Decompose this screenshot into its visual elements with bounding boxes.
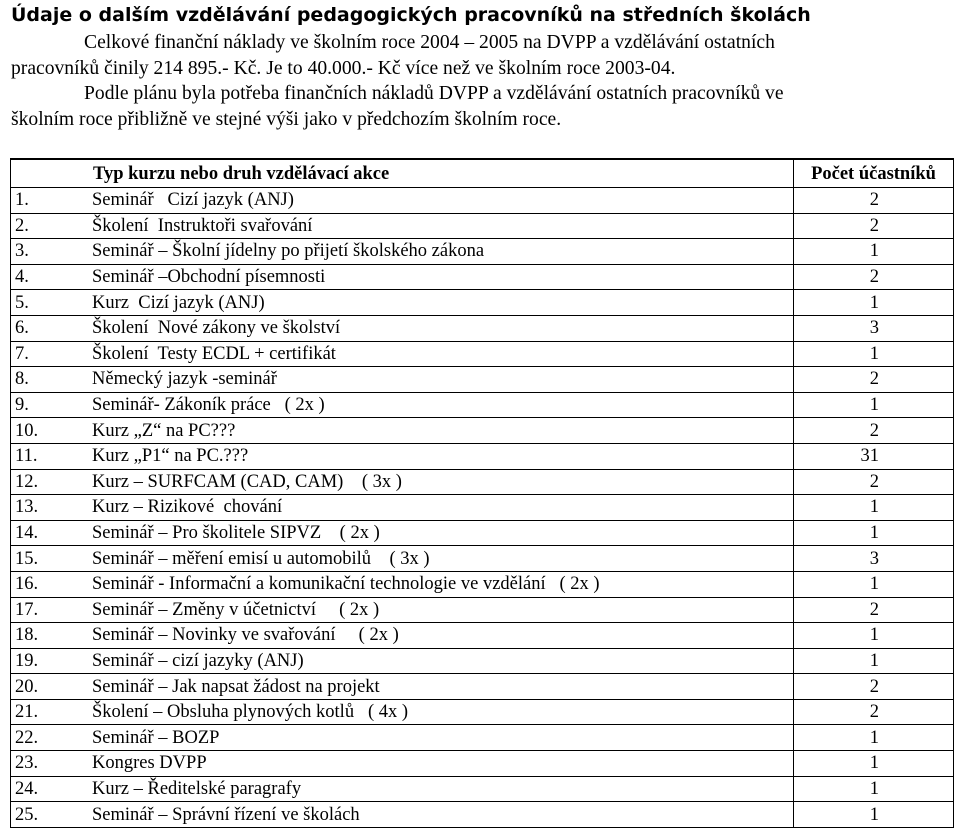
course-name: Německý jazyk -seminář xyxy=(92,369,277,390)
row-number: 13. xyxy=(15,497,39,518)
row-number: 2. xyxy=(15,215,29,236)
participant-count: 1 xyxy=(794,495,954,521)
row-number: 15. xyxy=(15,548,39,569)
table-row xyxy=(11,392,954,418)
course-cell xyxy=(11,443,794,469)
table-row xyxy=(11,418,954,444)
participant-count: 3 xyxy=(794,546,954,572)
costs-paragraph-line-2: pracovníků činily 214 895.- Kč. Je to 40.000.- Kč více než ve školním roce 2003-04. xyxy=(11,58,676,79)
course-name: Seminář – Pro školitele SIPVZ ( 2x ) xyxy=(92,523,380,544)
table-row xyxy=(11,341,954,367)
table-row xyxy=(11,571,954,597)
table-row xyxy=(11,239,954,265)
table-row xyxy=(11,520,954,546)
plan-paragraph-line-2: školním roce přibližně ve stejné výši jako v předchozím školním roce. xyxy=(11,109,562,130)
course-name: Kurz – Rizikové chování xyxy=(92,497,283,518)
course-name: Kurz „P1“ na PC.??? xyxy=(92,446,249,467)
table-row xyxy=(11,315,954,341)
row-number: 19. xyxy=(15,650,39,671)
participant-count: 1 xyxy=(794,392,954,418)
participant-count: 1 xyxy=(794,725,954,751)
course-name: Seminář- Zákoník práce ( 2x ) xyxy=(92,395,325,416)
participant-count: 1 xyxy=(794,802,954,828)
row-number: 12. xyxy=(15,471,39,492)
row-number: 7. xyxy=(15,343,29,364)
course-name: Seminář – měření emisí u automobilů ( 3x ) xyxy=(92,548,430,569)
row-number: 20. xyxy=(15,676,39,697)
course-cell xyxy=(11,367,794,393)
course-name: Seminář – BOZP xyxy=(92,727,220,748)
course-cell xyxy=(11,188,794,214)
table-row xyxy=(11,648,954,674)
course-name: Seminář – Správní řízení ve školách xyxy=(92,804,360,825)
course-cell xyxy=(11,213,794,239)
participant-count: 2 xyxy=(794,264,954,290)
participant-count: 2 xyxy=(794,699,954,725)
course-cell xyxy=(11,315,794,341)
table-row xyxy=(11,495,954,521)
participant-count: 2 xyxy=(794,213,954,239)
course-cell xyxy=(11,520,794,546)
row-number: 9. xyxy=(15,395,29,416)
row-number: 5. xyxy=(15,292,29,313)
course-cell xyxy=(11,776,794,802)
course-name: Seminář - Informační a komunikační technologie ve vzdělání ( 2x ) xyxy=(92,574,600,595)
course-cell xyxy=(11,751,794,777)
participant-count: 2 xyxy=(794,188,954,214)
course-cell xyxy=(11,418,794,444)
table-row xyxy=(11,751,954,777)
row-number: 22. xyxy=(15,727,39,748)
table-row xyxy=(11,623,954,649)
row-number: 18. xyxy=(15,625,39,646)
course-cell xyxy=(11,674,794,700)
document-heading: Údaje o dalším vzdělávání pedagogických pracovníků na středních školách xyxy=(11,4,811,26)
course-cell xyxy=(11,597,794,623)
course-cell xyxy=(11,725,794,751)
participant-count: 1 xyxy=(794,520,954,546)
participant-count: 1 xyxy=(794,239,954,265)
participant-count: 2 xyxy=(794,367,954,393)
course-name: Kurz Cizí jazyk (ANJ) xyxy=(92,292,265,313)
participant-count: 2 xyxy=(794,469,954,495)
course-name: Školení Nové zákony ve školství xyxy=(92,318,341,339)
table-row xyxy=(11,725,954,751)
table-row xyxy=(11,802,954,828)
course-name: Seminář – Novinky ve svařování ( 2x ) xyxy=(92,625,399,646)
row-number: 17. xyxy=(15,599,39,620)
table-header-row xyxy=(11,159,954,188)
participant-count: 1 xyxy=(794,341,954,367)
table-row xyxy=(11,264,954,290)
row-number: 6. xyxy=(15,318,29,339)
row-number: 8. xyxy=(15,369,29,390)
table-row xyxy=(11,597,954,623)
courses-table xyxy=(10,158,954,828)
table-row xyxy=(11,188,954,214)
participant-count: 2 xyxy=(794,674,954,700)
costs-paragraph xyxy=(11,30,956,82)
course-cell xyxy=(11,341,794,367)
table-row xyxy=(11,699,954,725)
course-cell xyxy=(11,290,794,316)
row-number: 24. xyxy=(15,778,39,799)
course-cell xyxy=(11,699,794,725)
row-number: 14. xyxy=(15,523,39,544)
row-number: 23. xyxy=(15,753,39,774)
course-name: Seminář – Změny v účetnictví ( 2x ) xyxy=(92,599,380,620)
table-body xyxy=(11,188,954,828)
course-name: Školení Instruktoři svařování xyxy=(92,215,313,236)
participant-count: 2 xyxy=(794,597,954,623)
course-name: Školení Testy ECDL + certifikát xyxy=(92,343,336,364)
course-name: Seminář – cizí jazyky (ANJ) xyxy=(92,650,304,671)
participant-count: 3 xyxy=(794,315,954,341)
course-name: Školení – Obsluha plynových kotlů ( 4x ) xyxy=(92,702,409,723)
participant-count: 1 xyxy=(794,751,954,777)
table-row xyxy=(11,469,954,495)
course-cell xyxy=(11,648,794,674)
plan-paragraph-line-1: Podle plánu byla potřeba finančních nákladů DVPP a vzdělávání ostatních pracovníků ve xyxy=(84,83,784,104)
row-number: 16. xyxy=(15,574,39,595)
table-row xyxy=(11,674,954,700)
row-number: 11. xyxy=(15,446,38,467)
course-name: Seminář – Školní jídelny po přijetí školského zákona xyxy=(92,241,485,262)
participant-count: 1 xyxy=(794,623,954,649)
table-row xyxy=(11,213,954,239)
course-cell xyxy=(11,495,794,521)
course-cell xyxy=(11,546,794,572)
course-name: Kurz – SURFCAM (CAD, CAM) ( 3x ) xyxy=(92,471,402,492)
participant-count: 31 xyxy=(794,443,954,469)
plan-paragraph xyxy=(11,81,956,133)
table-row xyxy=(11,546,954,572)
course-cell xyxy=(11,264,794,290)
participant-count: 2 xyxy=(794,418,954,444)
course-cell xyxy=(11,392,794,418)
participant-count: 1 xyxy=(794,571,954,597)
course-cell xyxy=(11,469,794,495)
costs-paragraph-line-1: Celkové finanční náklady ve školním roce 2004 – 2005 na DVPP a vzdělávání ostatních xyxy=(84,32,775,53)
table-row xyxy=(11,290,954,316)
header-participant-count: Počet účastníků xyxy=(794,159,954,188)
row-number: 3. xyxy=(15,241,29,262)
participant-count: 1 xyxy=(794,776,954,802)
row-number: 10. xyxy=(15,420,39,441)
course-name: Kurz – Ředitelské paragrafy xyxy=(92,778,302,799)
row-number: 21. xyxy=(15,702,39,723)
course-cell xyxy=(11,571,794,597)
course-name: Seminář –Obchodní písemnosti xyxy=(92,267,326,288)
course-cell xyxy=(11,239,794,265)
row-number: 4. xyxy=(15,267,29,288)
row-number: 25. xyxy=(15,804,39,825)
header-course-type: Typ kurzu nebo druh vzdělávací akce xyxy=(11,159,794,188)
course-name: Seminář Cizí jazyk (ANJ) xyxy=(92,190,294,211)
table-row xyxy=(11,776,954,802)
course-cell xyxy=(11,802,794,828)
course-name: Kurz „Z“ na PC??? xyxy=(92,420,236,441)
table-row xyxy=(11,367,954,393)
course-cell xyxy=(11,623,794,649)
row-number: 1. xyxy=(15,190,29,211)
course-name: Kongres DVPP xyxy=(92,753,207,774)
participant-count: 1 xyxy=(794,290,954,316)
participant-count: 1 xyxy=(794,648,954,674)
course-name: Seminář – Jak napsat žádost na projekt xyxy=(92,676,380,697)
table-row xyxy=(11,443,954,469)
